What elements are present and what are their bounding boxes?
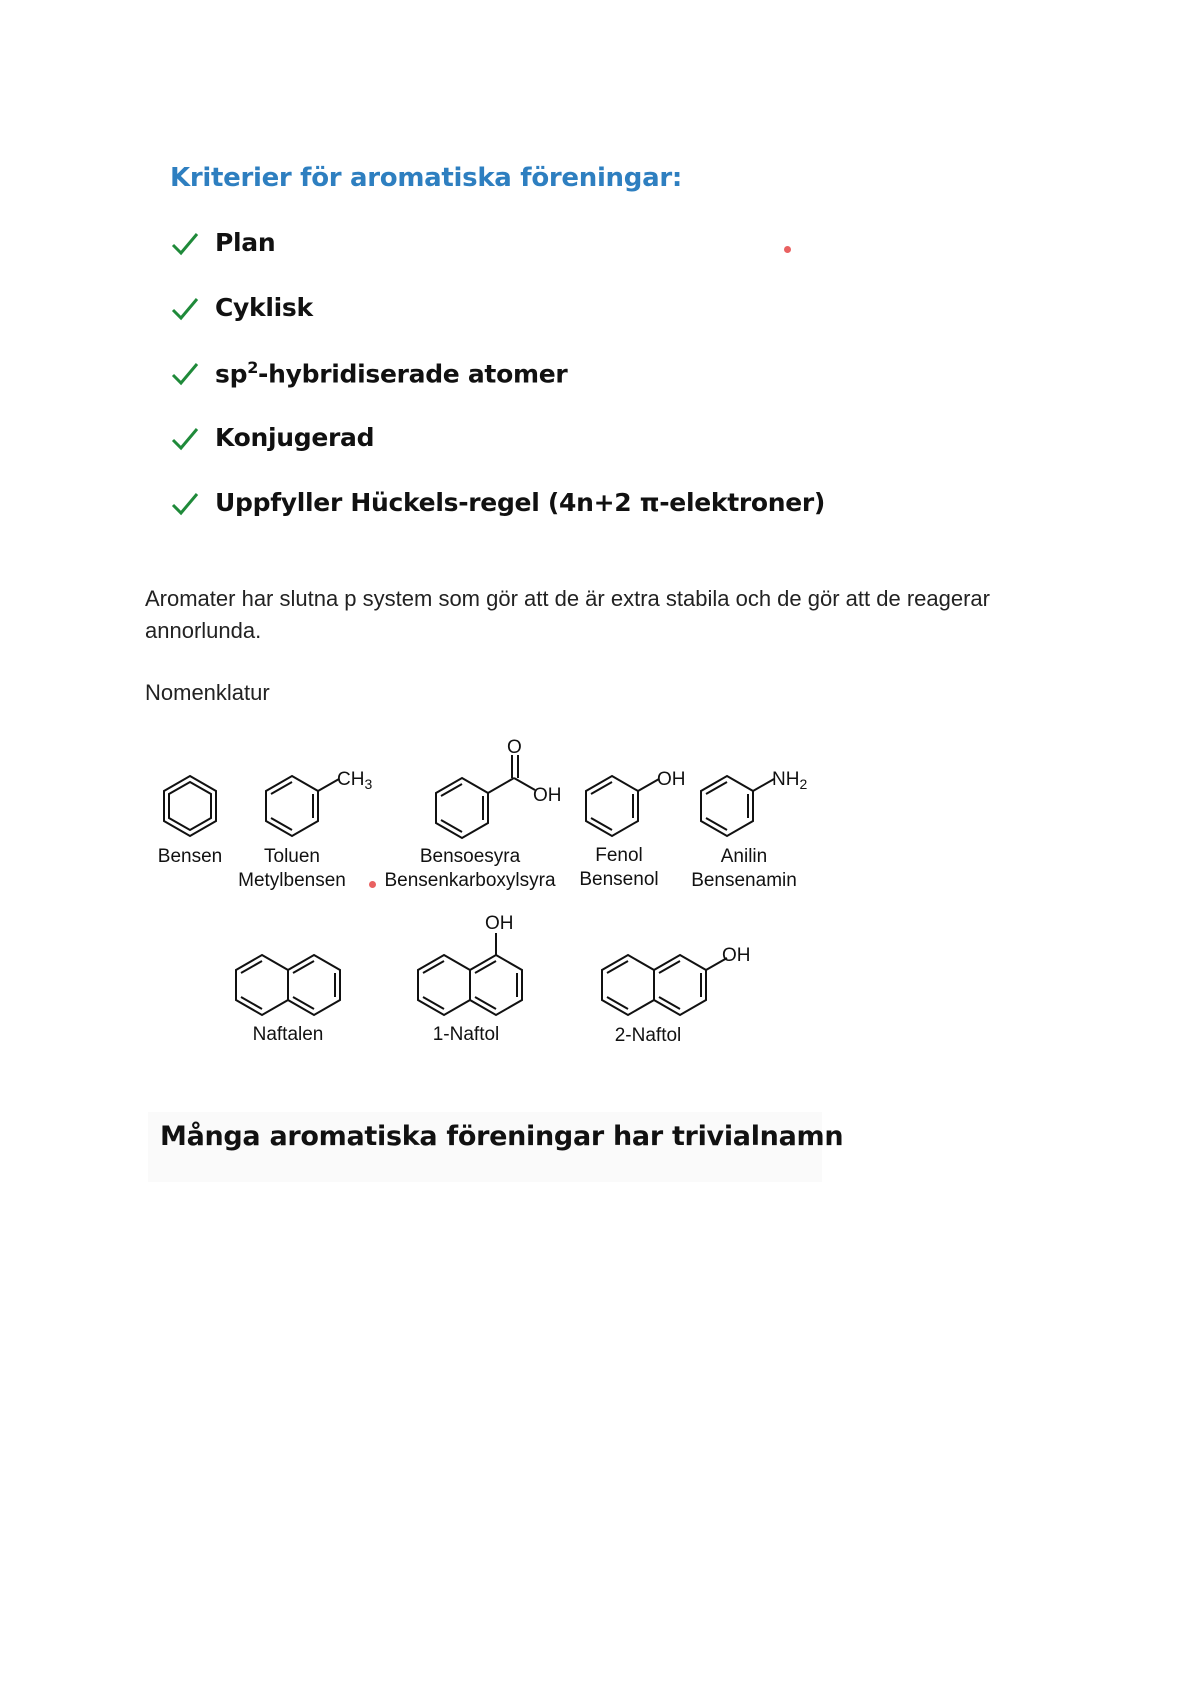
bensen-structure [164, 776, 216, 836]
trivial-heading: Många aromatiska föreningar har trivialnamn [160, 1121, 844, 1152]
fenol-oh-label: OH [657, 769, 686, 790]
fenol-alt-name: Bensenol [579, 869, 659, 890]
criteria-text: Cyklisk [215, 293, 313, 322]
naftol1-structure [418, 933, 522, 1015]
naftol2-oh-label: OH [722, 945, 751, 966]
nomenclature-heading: Nomenklatur [145, 680, 270, 705]
criteria-text: Uppfyller Hückels-regel (4n+2 π-elektroner) [215, 488, 826, 517]
anilin-name: Anilin [720, 846, 768, 867]
criteria-title: Kriterier för aromatiska föreningar: [170, 163, 682, 193]
criteria-text: $sp^2$-hybridiserade atomer [215, 358, 568, 389]
anilin-alt-name: Bensenamin [691, 870, 797, 891]
bensoesyra-name: Bensoesyra [419, 846, 521, 867]
anilin-structure [701, 776, 774, 836]
toluen-name: Toluen [264, 846, 320, 867]
naftol2-name: 2-Naftol [614, 1025, 682, 1046]
bensoesyra-structure [436, 755, 535, 838]
bensoesyra-o-label: O [507, 737, 522, 758]
naftalen-name: Naftalen [252, 1024, 324, 1045]
toluen-alt-name: Metylbensen [238, 870, 346, 891]
criteria-text: Plan [215, 228, 276, 257]
red-dot-marker [369, 881, 376, 888]
naftol1-oh-label: OH [485, 913, 514, 934]
toluen-substituent: $CH_3$ [337, 769, 373, 792]
naftol2-structure [602, 955, 727, 1015]
naftol1-name: 1-Naftol [432, 1024, 500, 1045]
bensen-name: Bensen [157, 846, 223, 867]
naftalen-structure [236, 955, 340, 1015]
fenol-name: Fenol [595, 845, 643, 866]
criteria-text: Konjugerad [215, 423, 375, 452]
bensoesyra-oh-label: OH [533, 785, 562, 806]
fenol-structure [586, 776, 659, 836]
body-paragraph: Aromater har slutna p system som gör att de är extra stabila och de gör att de reagerar annorlunda. [145, 586, 990, 643]
bensoesyra-alt-name: Bensenkarboxylsyra [384, 870, 556, 891]
anilin-substituent: $NH_2$ [772, 769, 808, 792]
toluen-structure [266, 776, 339, 836]
